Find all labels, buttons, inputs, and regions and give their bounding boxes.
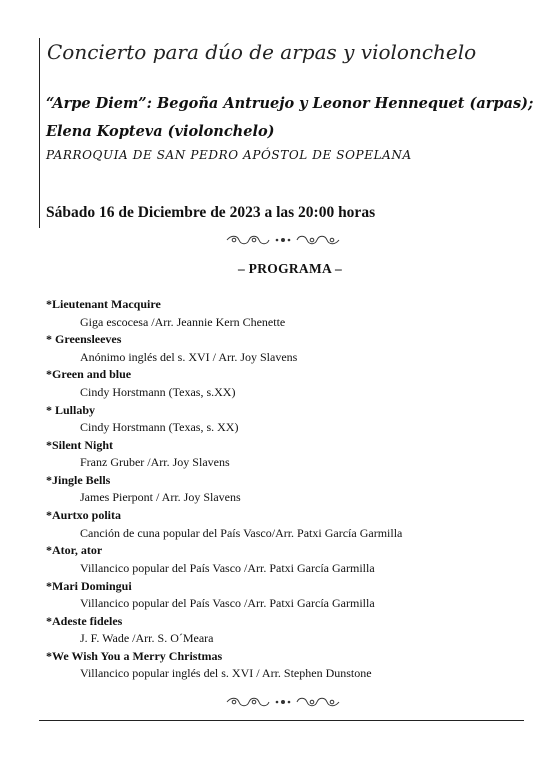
piece-composer: Villancico popular del País Vasco /Arr. Patxi García Garmilla — [80, 560, 375, 575]
piece-composer: Giga escocesa /Arr. Jeannie Kern Chenette — [80, 314, 286, 329]
program-item — [46, 472, 546, 507]
piece-title: * Greensleeves — [46, 332, 122, 347]
performers-line-2: Elena Kopteva (violonchelo) — [46, 123, 275, 140]
piece-title: *We Wish You a Merry Christmas — [46, 648, 223, 663]
program-heading: – PROGRAMA – — [237, 261, 343, 276]
piece-title: *Mari Domingui — [46, 578, 132, 593]
piece-title: *Jingle Bells — [46, 472, 111, 487]
piece-composer: Villancico popular inglés del s. XVI / Arr. Stephen Dunstone — [80, 666, 372, 681]
piece-composer: Villancico popular del País Vasco /Arr. Patxi García Garmilla — [80, 596, 375, 610]
piece-composer: Anónimo inglés del s. XVI / Arr. Joy Slavens — [80, 349, 298, 364]
program-item — [46, 542, 546, 577]
piece-composer: Canción de cuna popular del País Vasco/Arr. Patxi García Garmilla — [80, 525, 403, 540]
piece-composer: J. F. Wade /Arr. S. O´Meara — [80, 631, 214, 646]
piece-title: *Lieutenant Macquire — [46, 297, 161, 311]
piece-title: * Lullaby — [46, 402, 96, 417]
concert-title: Concierto para dúo de arpas y violonchelo — [47, 40, 477, 64]
piece-title: *Silent Night — [46, 437, 114, 452]
program-list — [46, 296, 546, 683]
concert-date: Sábado 16 de Diciembre de 2023 a las 20:00 horas — [46, 204, 376, 221]
program-item — [46, 507, 546, 542]
piece-title: *Aurtxo polita — [46, 508, 121, 523]
piece-title: *Ator, ator — [46, 543, 103, 558]
piece-composer: Franz Gruber /Arr. Joy Slavens — [80, 455, 230, 470]
left-vertical-rule — [39, 38, 40, 228]
program-item — [46, 366, 546, 401]
piece-title: *Adeste fideles — [46, 613, 123, 628]
bottom-rule — [39, 720, 524, 721]
piece-title: *Green and blue — [46, 367, 132, 382]
program-item — [46, 437, 546, 472]
performers — [46, 90, 551, 146]
piece-composer: Cindy Horstmann (Texas, s.XX) — [80, 384, 236, 399]
piece-composer: Cindy Horstmann (Texas, s. XX) — [80, 420, 239, 435]
program-item — [46, 331, 546, 366]
flourish-divider-icon — [223, 695, 343, 709]
program-item — [46, 296, 546, 331]
program-item — [46, 613, 546, 648]
performers-line-1: “Arpe Diem”: Begoña Antruejo y Leonor Hennequet (arpas); — [46, 95, 534, 112]
program-item — [46, 578, 546, 613]
program-item — [46, 402, 546, 437]
piece-composer: James Pierpont / Arr. Joy Slavens — [80, 490, 241, 505]
flourish-divider-icon — [223, 233, 343, 247]
program-item — [46, 648, 546, 683]
venue: PARROQUIA DE SAN PEDRO APÓSTOL DE SOPELANA — [46, 148, 412, 162]
